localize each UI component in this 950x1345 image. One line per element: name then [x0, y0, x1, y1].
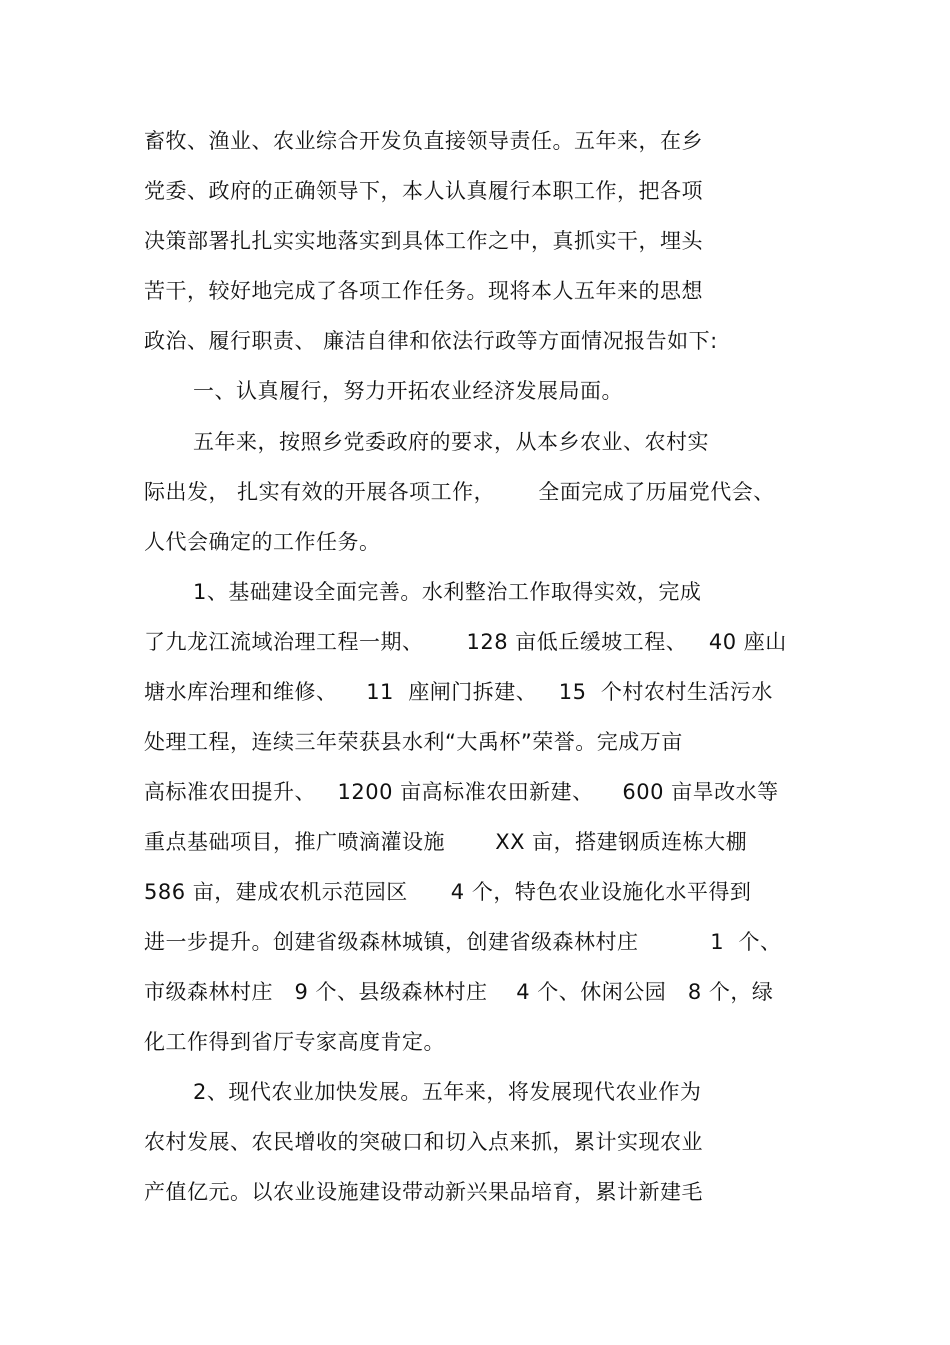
text-line: 产值亿元。以农业设施建设带动新兴果品培育，累计新建毛 — [144, 1180, 703, 1204]
text-line: 进一步提升。创建省级森林城镇，创建省级森林村庄 1 个、 — [144, 930, 782, 954]
paragraph-start-line: 五年来，按照乡党委政府的要求，从本乡农业、农村实 — [193, 430, 709, 454]
text-line: 政治、履行职责、 廉洁自律和依法行政等方面情况报告如下: — [144, 329, 718, 353]
text-line: 人代会确定的工作任务。 — [144, 530, 381, 554]
text-line: 化工作得到省厅专家高度肯定。 — [144, 1030, 445, 1054]
text-line: 586 亩，建成农机示范园区 4 个，特色农业设施化水平得到 — [144, 880, 752, 904]
text-line: 际出发， 扎实有效的开展各项工作， 全面完成了历届党代会、 — [144, 480, 775, 504]
text-line: 决策部署扎扎实实地落实到具体工作之中，真抓实干，埋头 — [144, 229, 703, 253]
section-heading: 一、认真履行，努力开拓农业经济发展局面。 — [193, 379, 623, 403]
text-line: 苦干，较好地完成了各项工作任务。现将本人五年来的思想 — [144, 279, 703, 303]
text-line: 农村发展、农民增收的突破口和切入点来抓，累计实现农业 — [144, 1130, 703, 1154]
text-line: 市级森林村庄 9 个、县级森林村庄 4 个、休闲公园 8 个，绿 — [144, 980, 774, 1004]
text-line: 畜牧、渔业、农业综合开发负直接领导责任。五年来，在乡 — [144, 129, 703, 153]
text-line: 重点基础项目，推广喷滴灌设施 XX 亩，搭建钢质连栋大棚 — [144, 830, 748, 854]
text-line: 了九龙江流域治理工程一期、 128 亩低丘缓坡工程、 40 座山 — [144, 630, 787, 654]
text-line: 高标准农田提升、 1200 亩高标准农田新建、 600 亩旱改水等 — [144, 780, 779, 804]
paragraph-start-line: 2、现代农业加快发展。五年来，将发展现代农业作为 — [193, 1080, 702, 1104]
paragraph-start-line: 1、基础建设全面完善。水利整治工作取得实效，完成 — [193, 580, 702, 604]
text-line: 处理工程，连续三年荣获县水利“大禹杯”荣誉。完成万亩 — [144, 730, 683, 754]
text-line: 党委、政府的正确领导下，本人认真履行本职工作，把各项 — [144, 179, 703, 203]
text-line: 塘水库治理和维修、 11 座闸门拆建、 15 个村农村生活污水 — [144, 680, 773, 704]
